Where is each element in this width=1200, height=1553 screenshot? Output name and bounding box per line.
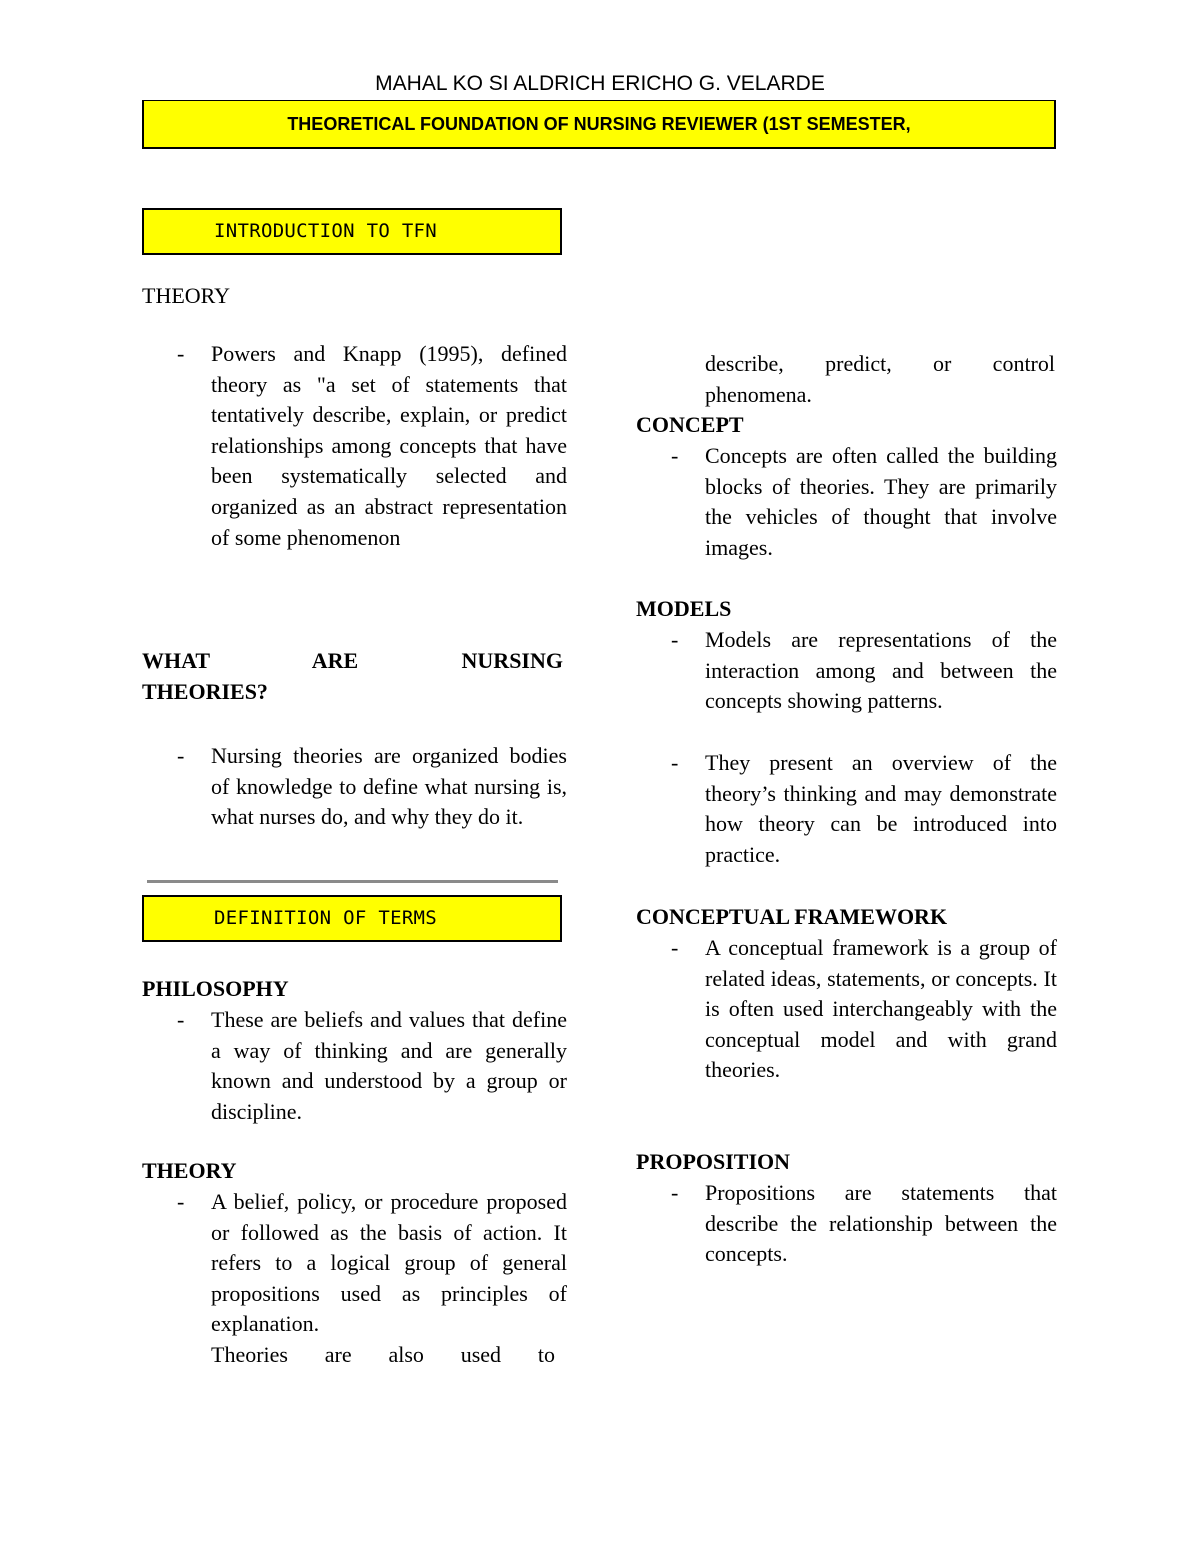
- section-divider: [147, 880, 558, 883]
- philosophy-heading: PHILOSOPHY: [142, 976, 289, 1001]
- models-heading: MODELS: [636, 596, 732, 621]
- proposition-item: [671, 1178, 1057, 1270]
- section-box-introduction: [142, 208, 562, 255]
- conceptual-framework-text: A conceptual framework is a group of related ideas, statements, or concepts. It is often used interchangeably with the conceptual model and with grand theories.: [705, 935, 1057, 1083]
- proposition-text: Propositions are statements that describe the relationship between the concepts.: [705, 1180, 1057, 1267]
- bullet-dash: -: [671, 750, 679, 775]
- concept-item: [671, 441, 1057, 563]
- models-item-2: [671, 748, 1057, 870]
- nursing-theories-heading-line2: THEORIES?: [142, 679, 268, 704]
- theory-term-last-line: Theories are also used to: [211, 1342, 555, 1367]
- reviewer-title-text: THEORETICAL FOUNDATION OF NURSING REVIEWER (1ST SEMESTER,: [287, 114, 911, 134]
- models-text-2: They present an overview of the theory’s thinking and may demonstrate how theory can be introduced into practice.: [705, 750, 1057, 867]
- bullet-dash: -: [177, 1189, 185, 1214]
- theory-heading: THEORY: [142, 283, 230, 308]
- nursing-theories-text: Nursing theories are organized bodies of knowledge to define what nursing is, what nurses do, and why they do it.: [211, 743, 567, 830]
- bullet-dash: -: [177, 1007, 185, 1032]
- theory-definition-text: Powers and Knapp (1995), defined theory as "a set of statements that tentatively describe, explain, or predict relationships among concepts that have been systematically selected and organized as an abstract representation of some phenomenon: [211, 341, 567, 550]
- continuation-line-2: phenomena.: [705, 382, 812, 407]
- conceptual-framework-heading: CONCEPTUAL FRAMEWORK: [636, 904, 948, 929]
- theory-term-text: A belief, policy, or procedure proposed or followed as the basis of action. It refers to a logical group of general propositions used as principles of explanation.: [211, 1189, 567, 1337]
- nursing-theories-item: [177, 741, 567, 833]
- theory-term-heading: THEORY: [142, 1158, 237, 1183]
- theory-term-item: [177, 1187, 567, 1340]
- section-box-definition-label: DEFINITION OF TERMS: [214, 907, 438, 929]
- models-text-1: Models are representations of the interaction among and between the concepts showing patterns.: [705, 627, 1057, 714]
- theory-definition-item: [177, 339, 567, 553]
- philosophy-item: [177, 1005, 567, 1127]
- bullet-dash: -: [177, 743, 185, 768]
- section-box-definition: [142, 895, 562, 942]
- conceptual-framework-item: [671, 933, 1057, 1086]
- bullet-dash: -: [177, 341, 185, 366]
- bullet-dash: -: [671, 1180, 679, 1205]
- nursing-theories-heading-line1: WHAT ARE NURSING: [142, 648, 563, 673]
- document-owner-title: MAHAL KO SI ALDRICH ERICHO G. VELARDE: [375, 72, 825, 95]
- concept-text: Concepts are often called the building blocks of theories. They are primarily the vehicles of thought that involve images.: [705, 443, 1057, 560]
- proposition-heading: PROPOSITION: [636, 1149, 791, 1174]
- models-item-1: [671, 625, 1057, 717]
- reviewer-title-banner: [142, 100, 1056, 149]
- concept-heading: CONCEPT: [636, 412, 744, 437]
- section-box-introduction-label: INTRODUCTION TO TFN: [214, 220, 438, 242]
- bullet-dash: -: [671, 627, 679, 652]
- philosophy-text: These are beliefs and values that define a way of thinking and are generally known and understood by a group or discipline.: [211, 1007, 567, 1124]
- bullet-dash: -: [671, 935, 679, 960]
- bullet-dash: -: [671, 443, 679, 468]
- continuation-line-1: describe, predict, or control: [705, 351, 1055, 376]
